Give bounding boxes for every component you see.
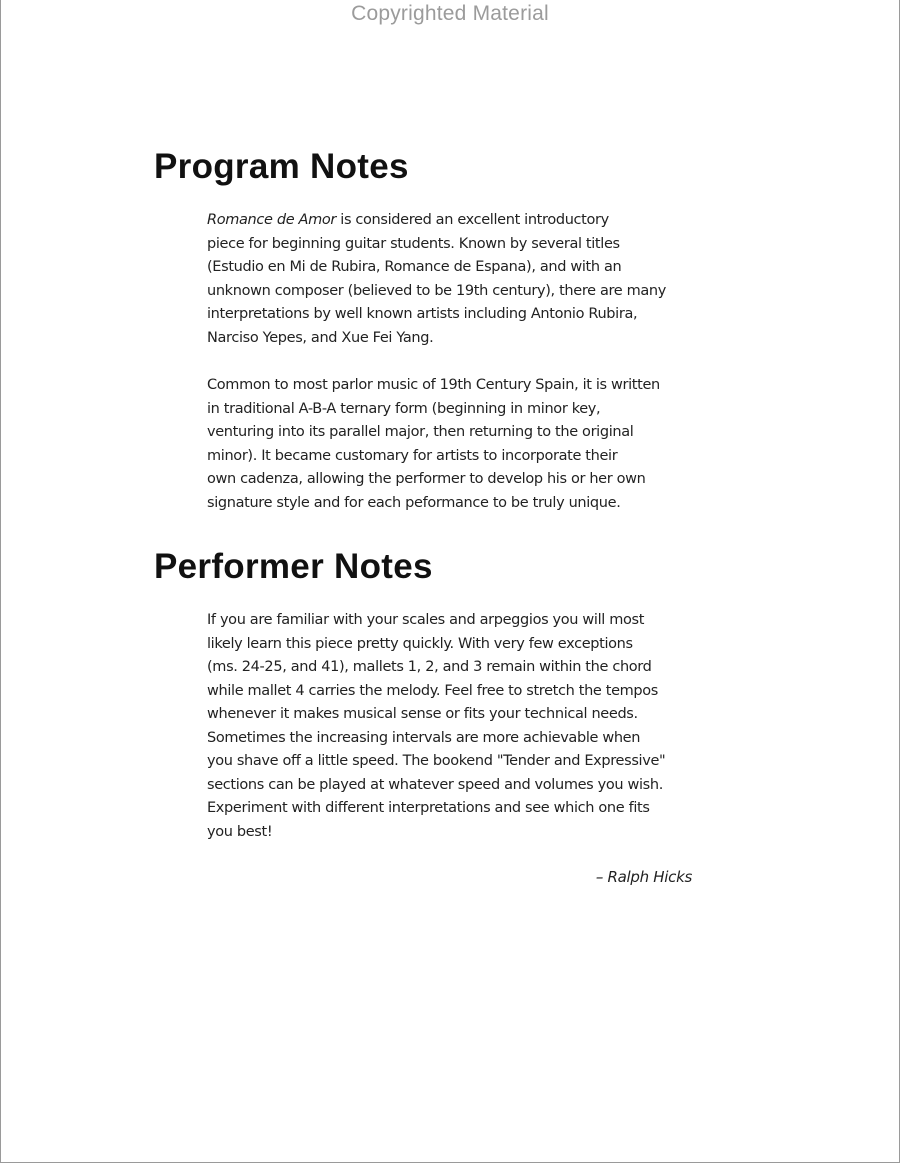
copyright-watermark: Copyrighted Material <box>351 2 549 25</box>
paragraph-line: signature style and for each peformance to be truly unique. <box>207 494 621 511</box>
performer-notes-paragraph <box>207 609 707 844</box>
paragraph-line: you best! <box>207 823 273 840</box>
paragraph-line: own cadenza, allowing the performer to develop his or her own <box>207 471 646 487</box>
paragraph-line: Common to most parlor music of 19th Century Spain, it is written <box>207 377 660 393</box>
paragraph-line: while mallet 4 carries the melody. Feel free to stretch the tempos <box>207 682 658 699</box>
paragraph-line: Narciso Yepes, and Xue Fei Yang. <box>207 329 434 346</box>
program-notes-paragraph-2 <box>207 374 707 515</box>
paragraph-line <box>207 209 707 233</box>
author-signature: – Ralph Hicks <box>595 868 692 886</box>
paragraph-line: whenever it makes musical sense or fits your technical needs. <box>207 706 638 722</box>
paragraph-line: likely learn this piece pretty quickly. With very few exceptions <box>207 635 633 652</box>
paragraph-line: venturing into its parallel major, then returning to the original <box>207 424 634 440</box>
paragraph-line: (Estudio en Mi de Rubira, Romance de Espana), and with an <box>207 259 622 275</box>
performer-notes-heading: Performer Notes <box>154 547 433 586</box>
paragraph-line: in traditional A-B-A ternary form (beginning in minor key, <box>207 400 601 417</box>
paragraph-line: piece for beginning guitar students. Known by several titles <box>207 235 620 252</box>
program-notes-heading: Program Notes <box>154 147 409 186</box>
paragraph-line-text: is considered an excellent introductory <box>336 212 609 228</box>
paragraph-line: unknown composer (believed to be 19th century), there are many <box>207 282 666 299</box>
paragraph-line: you shave off a little speed. The bookend "Tender and Expressive" <box>207 753 666 769</box>
paragraph-line: (ms. 24-25, and 41), mallets 1, 2, and 3 remain within the chord <box>207 659 652 675</box>
paragraph-line: sections can be played at whatever speed and volumes you wish. <box>207 776 663 793</box>
paragraph-line: Experiment with different interpretations and see which one fits <box>207 800 650 816</box>
piece-title: Romance de Amor <box>207 212 337 228</box>
paragraph-line: Sometimes the increasing intervals are more achievable when <box>207 729 641 746</box>
paragraph-line: interpretations by well known artists including Antonio Rubira, <box>207 306 638 322</box>
paragraph-line: minor). It became customary for artists to incorporate their <box>207 447 618 464</box>
program-notes-paragraph-1 <box>207 209 707 350</box>
paragraph-line: If you are familiar with your scales and arpeggios you will most <box>207 612 645 628</box>
